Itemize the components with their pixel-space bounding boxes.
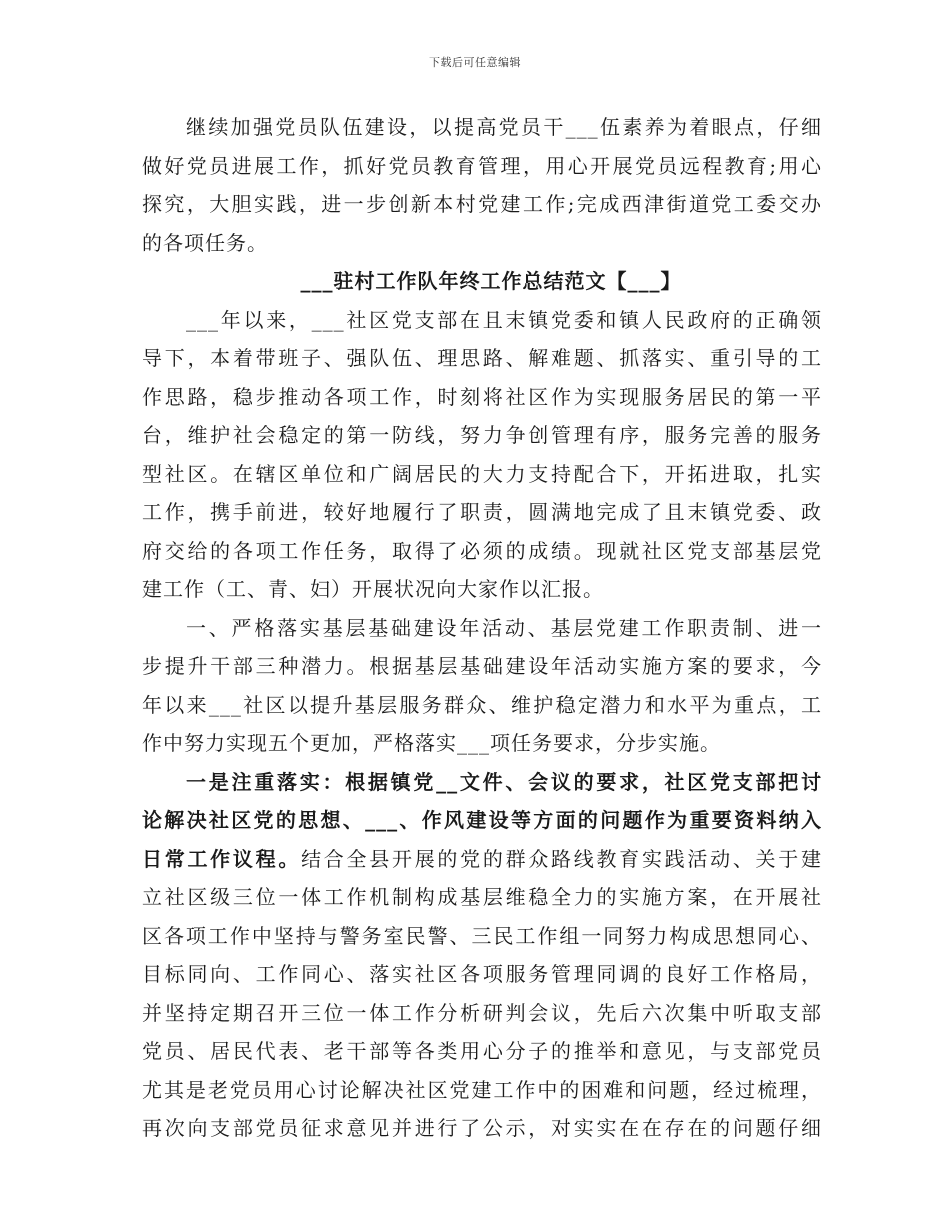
text-line: 一、严格落实基层基础建设年活动、基层党建工作职责制、进一 bbox=[186, 615, 822, 640]
text-line: 台，维护社会稳定的第一防线，努力争创管理有序，服务完善的服务 bbox=[142, 423, 822, 447]
mixed-text-line bbox=[142, 840, 822, 879]
section-title: ___驻村工作队年终工作总结范文【___】 bbox=[300, 269, 682, 293]
text-line: 区各项工作中坚持与警务室民警、三民工作组一同努力构成思想同心、 bbox=[142, 923, 822, 948]
text-line: 作中努力实现五个更加，严格落实___项任务要求，分步实施。 bbox=[142, 731, 721, 755]
text-line: 建工作（工、青、妇）开展状况向大家作以汇报。 bbox=[142, 577, 604, 601]
text-line: 府交给的各项工作任务，取得了必须的成绩。现就社区党支部基层党 bbox=[142, 538, 822, 563]
text-line: 目标同向、工作同心、落实社区各项服务管理同调的良好工作格局， bbox=[142, 962, 822, 986]
text-line: 作思路，稳步推动各项工作，时刻将社区作为实现服务居民的第一平 bbox=[142, 384, 822, 409]
plain-text: 结合全县开展的党的群众路线教育实践活动、关于建 bbox=[301, 846, 823, 871]
text-line: 继续加强党员队伍建设，以提高党员干___伍素养为着眼点，仔细 bbox=[186, 115, 822, 139]
text-line: 型社区。在辖区单位和广阔居民的大力支持配合下，开拓进取，扎实 bbox=[142, 461, 822, 486]
bold-text-line: 一是注重落实：根据镇党__文件、会议的要求，社区党支部把讨 bbox=[186, 769, 822, 794]
text-line: 并坚持定期召开三位一体工作分析研判会议，先后六次集中听取支部 bbox=[142, 1000, 822, 1025]
bold-text-line: 论解决社区党的思想、___、作风建设等方面的问题作为重要资料纳入 bbox=[142, 808, 822, 832]
bold-lead-text: 日常工作议程。 bbox=[142, 846, 302, 871]
text-line: 党员、居民代表、老干部等各类用心分子的推举和意见，与支部党员 bbox=[142, 1039, 822, 1063]
text-line: ___年以来，___社区党支部在且末镇党委和镇人民政府的正确领 bbox=[186, 307, 822, 332]
text-line: 年以来___社区以提升基层服务群众、维护稳定潜力和水平为重点，工 bbox=[142, 692, 822, 717]
text-line: 步提升干部三种潜力。根据基层基础建设年活动实施方案的要求，今 bbox=[142, 654, 822, 678]
page-header: 下载后可任意编辑 bbox=[429, 56, 521, 69]
text-line: 尤其是老党员用心讨论解决社区党建工作中的困难和问题，经过梳理， bbox=[142, 1077, 822, 1102]
text-line: 做好党员进展工作，抓好党员教育管理，用心开展党员远程教育;用心 bbox=[142, 153, 822, 178]
document-body bbox=[142, 108, 822, 1148]
text-line: 立社区级三位一体工作机制构成基层维稳全力的实施方案，在开展社 bbox=[142, 885, 822, 909]
text-line: 探究，大胆实践，进一步创新本村党建工作;完成西津街道党工委交办 bbox=[142, 192, 822, 216]
text-line: 的各项任务。 bbox=[142, 230, 268, 255]
text-line: 工作，携手前进，较好地履行了职责，圆满地完成了且末镇党委、政 bbox=[142, 500, 822, 524]
text-line: 导下，本着带班子、强队伍、理思路、解难题、抓落实、重引导的工 bbox=[142, 346, 822, 370]
text-line: 再次向支部党员征求意见并进行了公示，对实实在在存在的问题仔细 bbox=[142, 1116, 822, 1140]
